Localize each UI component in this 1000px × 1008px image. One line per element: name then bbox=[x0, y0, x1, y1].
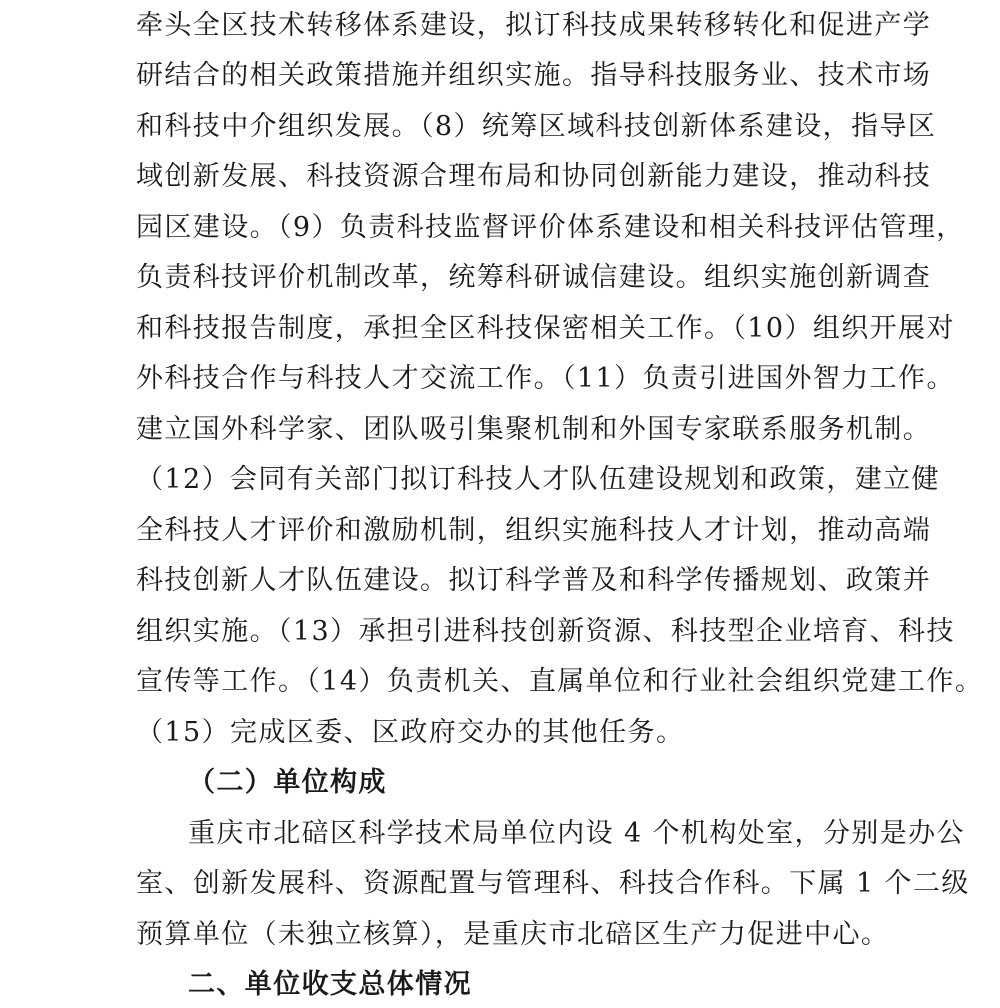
body-text-line: 园区建设。（9）负责科技监督评价体系建设和相关科技评估管理， bbox=[136, 212, 965, 243]
body-text-line: 负责科技评价机制改革，统筹科研诚信建设。组织实施创新调查 bbox=[136, 262, 932, 293]
body-text-line: 牵头全区技术转移体系建设，拟订科技成果转移转化和促进产学 bbox=[136, 10, 932, 41]
body-text-line: 外科技合作与科技人才交流工作。（11）负责引进国外智力工作。 bbox=[136, 363, 955, 394]
section-heading: 二、单位收支总体情况 bbox=[188, 969, 472, 1000]
body-text-line: 组织实施。（13）承担引进科技创新资源、科技型企业培育、科技 bbox=[136, 616, 955, 647]
body-text-line: 重庆市北碚区科学技术局单位内设 4 个机构处室，分别是办公 bbox=[188, 818, 965, 849]
subsection-heading: （二）单位构成 bbox=[188, 767, 387, 798]
body-text-line: 研结合的相关政策措施并组织实施。指导科技服务业、技术市场 bbox=[136, 60, 932, 91]
body-text-line: 全科技人才评价和激励机制，组织实施科技人才计划，推动高端 bbox=[136, 515, 932, 546]
body-text-line: 宣传等工作。（14）负责机关、直属单位和行业社会组织党建工作。 bbox=[136, 666, 984, 697]
body-text-line: 预算单位（未独立核算），是重庆市北碚区生产力促进中心。 bbox=[136, 919, 890, 950]
body-text-line: 科技创新人才队伍建设。拟订科学普及和科学传播规划、政策并 bbox=[136, 565, 932, 596]
body-text-line: 室、创新发展科、资源配置与管理科、科技合作科。下属 1 个二级 bbox=[136, 868, 970, 899]
body-text-line: 域创新发展、科技资源合理布局和协同创新能力建设，推动科技 bbox=[136, 161, 932, 192]
body-text-line: 和科技报告制度，承担全区科技保密相关工作。（10）组织开展对 bbox=[136, 313, 955, 344]
body-text-line: 建立国外科学家、团队吸引集聚机制和外国专家联系服务机制。 bbox=[136, 414, 932, 445]
body-text-line: （12）会同有关部门拟订科技人才队伍建设规划和政策，建立健 bbox=[136, 464, 940, 495]
body-text-line: （15）完成区委、区政府交办的其他任务。 bbox=[136, 717, 685, 748]
body-text-line: 和科技中介组织发展。（8）统筹区域科技创新体系建设，指导区 bbox=[136, 111, 937, 142]
